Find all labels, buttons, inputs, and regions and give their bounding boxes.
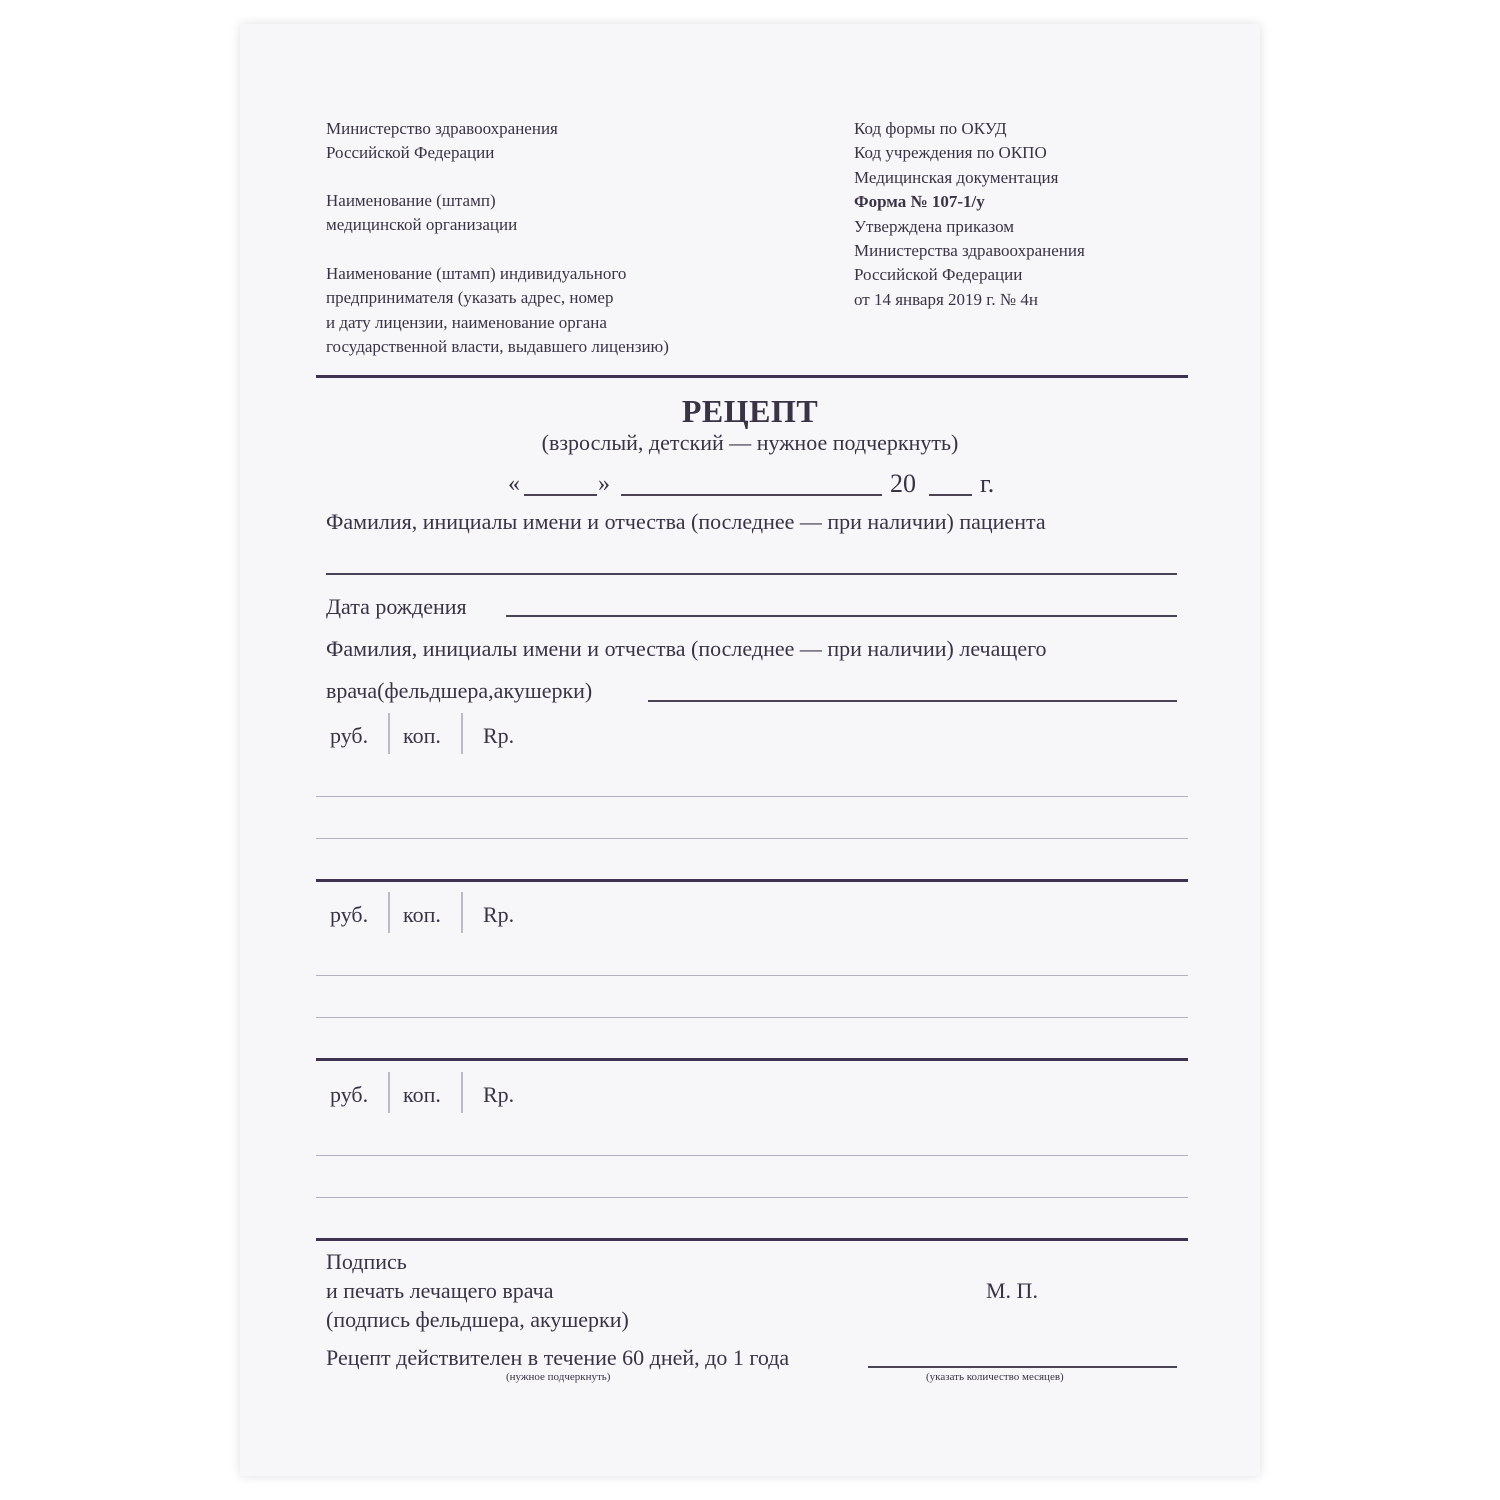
separator [461, 1072, 463, 1113]
entrepreneur-stamp [326, 262, 669, 360]
ip-line: государственной власти, выдавшего лицензию) [326, 337, 669, 357]
month-field[interactable] [621, 494, 882, 496]
kop-label: коп. [403, 1082, 441, 1107]
rx-line[interactable] [316, 838, 1188, 839]
stamp-place: М. П. [986, 1278, 1038, 1303]
year-prefix: 20 [890, 469, 916, 498]
org-line: медицинской организации [326, 215, 518, 235]
ip-line: и дату лицензии, наименование органа [326, 312, 607, 332]
validity-text: Рецепт действителен в течение 60 дней, до 1 года [326, 1345, 790, 1370]
rx-line[interactable] [316, 1155, 1188, 1156]
validity-note-right: (указать количество месяцев) [926, 1371, 1064, 1383]
ip-line: предпринимателя (указать адрес, номер [326, 288, 614, 308]
ministry-line: Министерство здравоохранения [326, 119, 558, 138]
ip-line: Наименование (штамп) индивидуального [326, 264, 627, 283]
date-close-quote: » [598, 471, 610, 497]
kop-label: коп. [403, 902, 441, 927]
divider [316, 375, 1188, 378]
okpo-code-label: Код учреждения по ОКПО [854, 143, 1047, 163]
separator [388, 892, 390, 933]
day-field[interactable] [524, 494, 597, 496]
separator [388, 713, 390, 754]
rub-label: руб. [330, 1082, 369, 1107]
org-line: Наименование (штамп) [326, 191, 496, 210]
separator [461, 892, 463, 933]
doctor-name-label-cont: врача(фельдшера,акушерки) [326, 678, 593, 703]
validity-note-left: (нужное подчеркнуть) [506, 1371, 611, 1383]
ministry-header [326, 117, 558, 166]
doctor-name-label: Фамилия, инициалы имени и отчества (последнее — при наличии) лечащего [326, 636, 1047, 661]
kop-label: коп. [403, 723, 441, 748]
separator [388, 1072, 390, 1113]
med-doc-label: Медицинская документация [854, 167, 1059, 187]
approval-line: Российской Федерации [854, 265, 1023, 285]
prescription-title: РЕЦЕПТ [681, 393, 819, 429]
rp-label: Rp. [483, 902, 515, 927]
okud-code-label: Код формы по ОКУД [854, 119, 1007, 138]
signature-line: и печать лечащего врача [326, 1278, 554, 1303]
ministry-line: Российской Федерации [326, 143, 495, 163]
patient-name-label: Фамилия, инициалы имени и отчества (последнее — при наличии) пациента [326, 509, 1046, 534]
signature-block [326, 1247, 629, 1334]
divider [316, 1238, 1188, 1241]
rp-label: Rp. [483, 723, 515, 748]
doctor-name-field[interactable] [648, 700, 1177, 702]
prescription-subtitle: (взрослый, детский — нужное подчеркнуть) [541, 430, 959, 455]
patient-name-field[interactable] [326, 573, 1177, 575]
rp-label: Rp. [483, 1082, 515, 1107]
separator [461, 713, 463, 754]
organization-stamp [326, 189, 517, 238]
year-suffix: г. [980, 469, 995, 498]
date-open-quote: « [508, 471, 520, 497]
signature-line: Подпись [326, 1249, 407, 1274]
form-codes [854, 117, 1085, 312]
year-field[interactable] [929, 494, 972, 496]
form-number: Форма № 107-1/у [854, 192, 985, 212]
rub-label: руб. [330, 723, 369, 748]
rx-line[interactable] [316, 1017, 1188, 1018]
approval-date: от 14 января 2019 г. № 4н [854, 289, 1038, 309]
signature-line: (подпись фельдшера, акушерки) [326, 1307, 629, 1332]
rx-line[interactable] [316, 1197, 1188, 1198]
approval-line: Министерства здравоохранения [854, 241, 1085, 261]
divider [316, 879, 1188, 882]
birth-date-label: Дата рождения [326, 594, 467, 619]
rub-label: руб. [330, 902, 369, 927]
approval-line: Утверждена приказом [854, 216, 1015, 236]
divider [316, 1058, 1188, 1061]
rx-line[interactable] [316, 796, 1188, 797]
birth-date-field[interactable] [506, 615, 1177, 617]
validity-months-field[interactable] [868, 1366, 1177, 1368]
rx-line[interactable] [316, 975, 1188, 976]
